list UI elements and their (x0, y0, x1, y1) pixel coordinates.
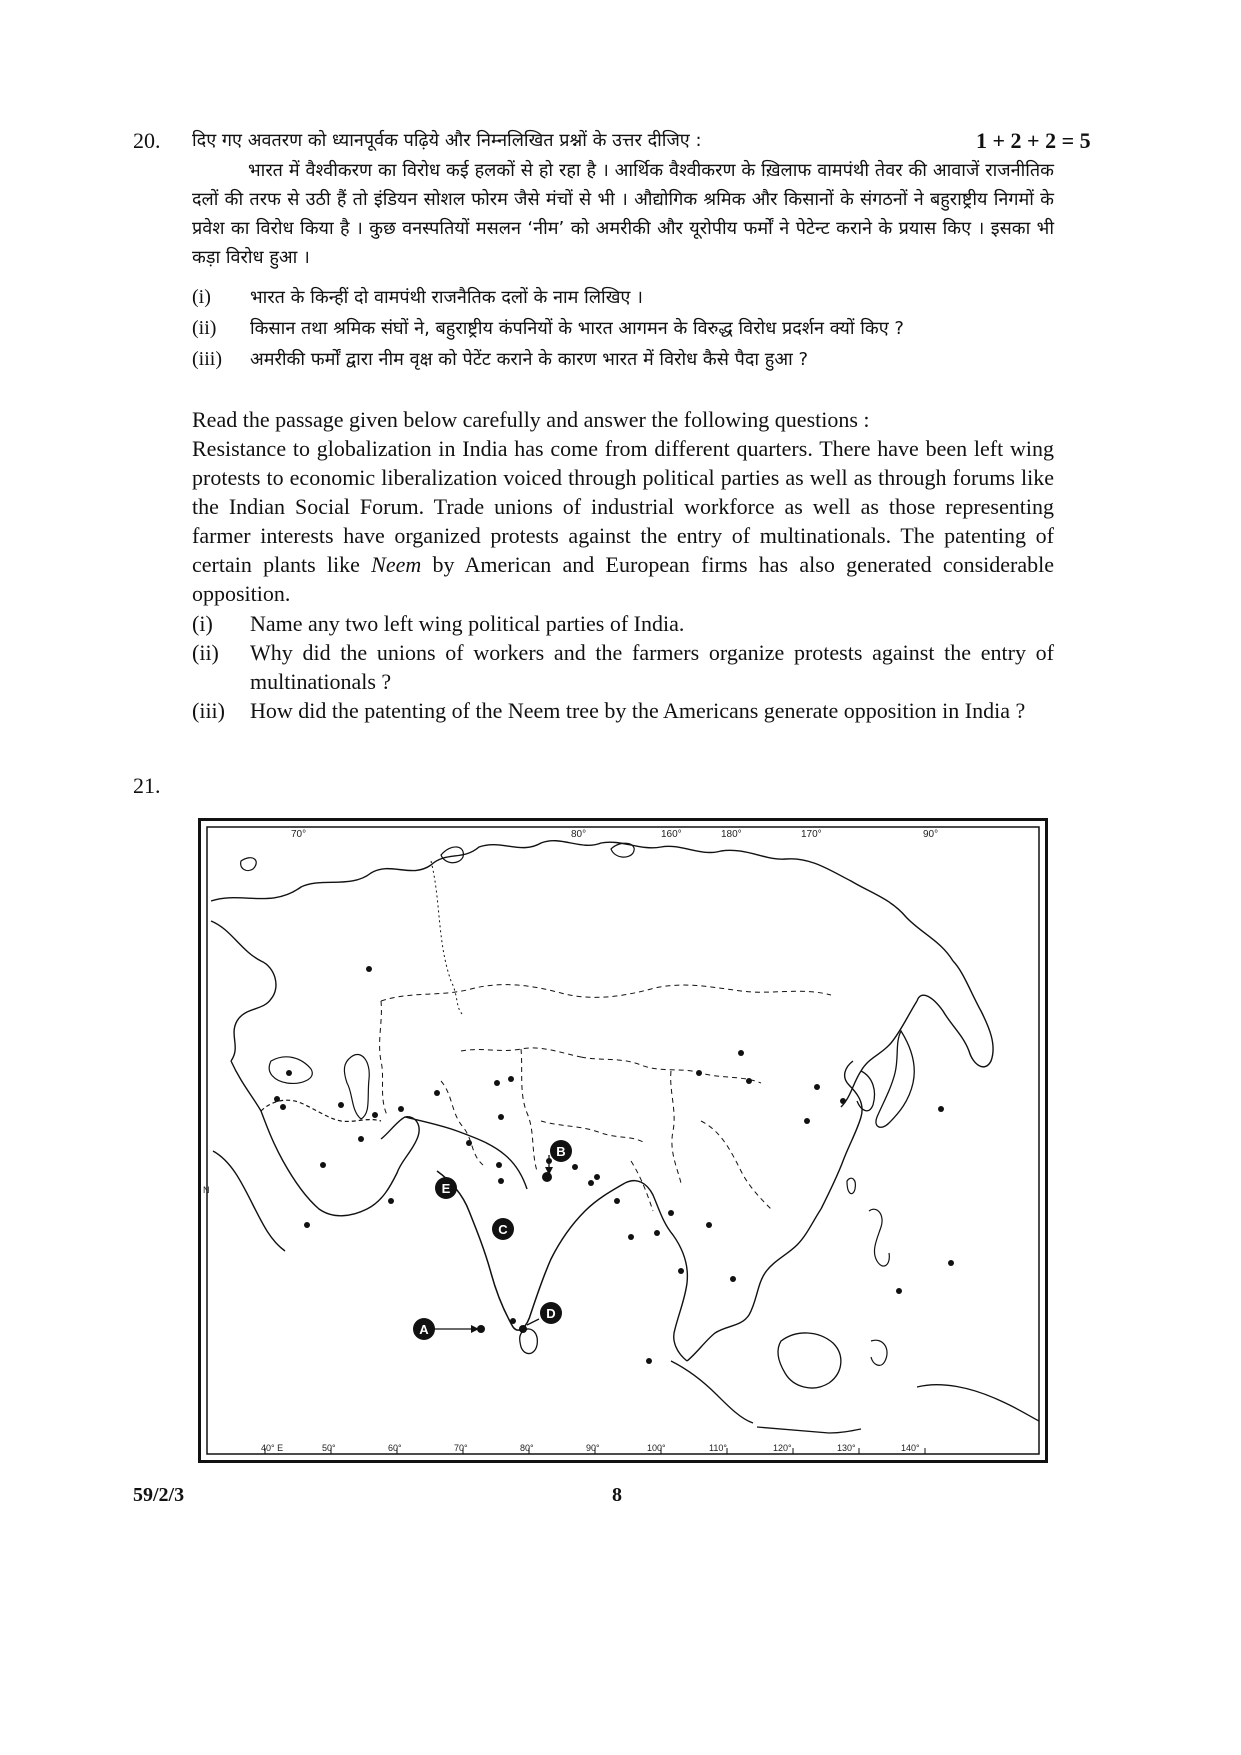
side-latitude-label: N (203, 1185, 210, 1195)
bottom-longitude-label: 140° (901, 1443, 920, 1453)
bottom-longitude-label: 90° (586, 1443, 600, 1453)
english-passage-text: Resistance to globalization in India has come from different quarters. There have been left wing protests to economic liberalization voiced through political parties as well as through forums like the Indian Social Forum. Trade unions of industrial workforce as well as those representing farmer interests have organized protests against the entry of multinationals. The patenting of certain plants like (192, 436, 1054, 577)
bottom-longitude-label: 40° E (261, 1443, 284, 1453)
arabia-coast (231, 1061, 419, 1216)
question-21-number: 21. (133, 773, 161, 798)
english-passage-text-end: by American and European firms has also generated considerable opposition. (192, 552, 1054, 606)
question-20-marks: 1 + 2 + 2 = 5 (976, 128, 1091, 153)
q20-english-instruction: Read the passage given below carefully and answer the following questions : (192, 407, 870, 432)
caspian-sea (344, 1054, 369, 1119)
india-peninsula (437, 1171, 625, 1330)
asia-outline-map (198, 818, 1048, 1463)
question-label: (iii) (192, 698, 225, 723)
bottom-longitude-label: 110° (709, 1443, 727, 1453)
bottom-longitude-label: 130° (837, 1443, 856, 1453)
black-sea (269, 1057, 312, 1084)
question-text: भारत के किन्हीं दो वामपंथी राजनैतिक दलों के नाम लिखिए । (250, 287, 643, 308)
map-marker-b: B (556, 1144, 566, 1159)
q20-english-passage (192, 434, 1054, 608)
page-number: 8 (612, 1484, 622, 1506)
map-marker-d: D (546, 1306, 556, 1321)
q20-hindi-questions (192, 283, 1054, 374)
bottom-longitude-label: 60° (388, 1443, 402, 1453)
question-label: (iii) (192, 348, 222, 370)
bottom-longitude-label: 120° (773, 1443, 792, 1453)
bottom-longitude-label: 50° (322, 1443, 336, 1453)
japan (876, 1031, 914, 1127)
map-marker-e: E (441, 1181, 451, 1196)
hindi-passage-text: भारत में वैश्वीकरण का विरोध कई हलकों से हो रहा है । आर्थिक वैश्वीकरण के ख़िलाफ वामपंथी तेवर की आवाजें राजनीतिक दलों की तरफ से उठी हैं तो इंडियन सोशल फोरम जैसे मंचों से भी । औद्योगिक श्रमिक और किसानों के संगठनों ने बहुराष्ट्रीय निगमों के प्रवेश का विरोध किया है । कुछ वनस्पतियों मसलन ‘नीम’ को अमरीकी और यूरोपीय फर्मों ने पेटेन्ट कराने के प्रयास किए । इसका भी कड़ा विरोध हुआ । (192, 160, 1054, 268)
map-svg (201, 821, 1045, 1460)
top-longitude-label: 90° (923, 829, 939, 840)
bottom-longitude-label: 100° (647, 1443, 666, 1453)
top-longitude-label: 160° (661, 829, 682, 840)
top-longitude-label: 180° (721, 829, 742, 840)
hindi-question-ii (192, 314, 1054, 343)
question-label: (i) (192, 611, 213, 636)
question-text: Name any two left wing political parties of India. (250, 611, 685, 636)
question-label: (ii) (192, 317, 217, 339)
question-text: अमरीकी फर्मों द्वारा नीम वृक्ष को पेटेंट कराने के कारण भारत में विरोध कैसे पैदा हुआ ? (250, 349, 809, 370)
top-longitude-label: 170° (801, 829, 822, 840)
borneo (778, 1333, 841, 1388)
english-question-i (192, 609, 1054, 638)
hindi-question-i (192, 283, 1054, 312)
arctic-coastline (211, 841, 953, 961)
question-text: किसान तथा श्रमिक संघों ने, बहुराष्ट्रीय कंपनियों के भारत आगमन के विरुद्ध विरोध प्रदर्शन क्यों किए ? (250, 318, 904, 339)
english-passage-italic: Neem (371, 552, 422, 577)
question-20-number: 20. (133, 128, 161, 153)
question-label: (i) (192, 286, 211, 308)
bottom-longitude-label: 80° (520, 1443, 534, 1453)
q20-hindi-passage (192, 156, 1054, 272)
question-label: (ii) (192, 640, 219, 665)
paper-code: 59/2/3 (133, 1484, 185, 1506)
english-question-iii (192, 696, 1054, 725)
top-longitude-label: 80° (571, 829, 587, 840)
question-text: How did the patenting of the Neem tree by the Americans generate opposition in India ? (250, 698, 1026, 723)
top-longitude-label: 70° (291, 829, 307, 840)
q20-hindi-instruction: दिए गए अवतरण को ध्यानपूर्वक पढ़िये और निम्नलिखित प्रश्नों के उत्तर दीजिए : (192, 130, 702, 151)
q20-english-questions (192, 609, 1054, 725)
map-marker-a: A (419, 1322, 429, 1337)
capital-dots (274, 966, 954, 1364)
bottom-longitude-label: 70° (454, 1443, 468, 1453)
hindi-question-iii (192, 345, 1054, 374)
english-question-ii (192, 638, 1054, 696)
map-marker-c: C (498, 1222, 508, 1237)
question-text: Why did the unions of workers and the farmers organize protests against the entry of multinationals ? (250, 640, 1054, 694)
